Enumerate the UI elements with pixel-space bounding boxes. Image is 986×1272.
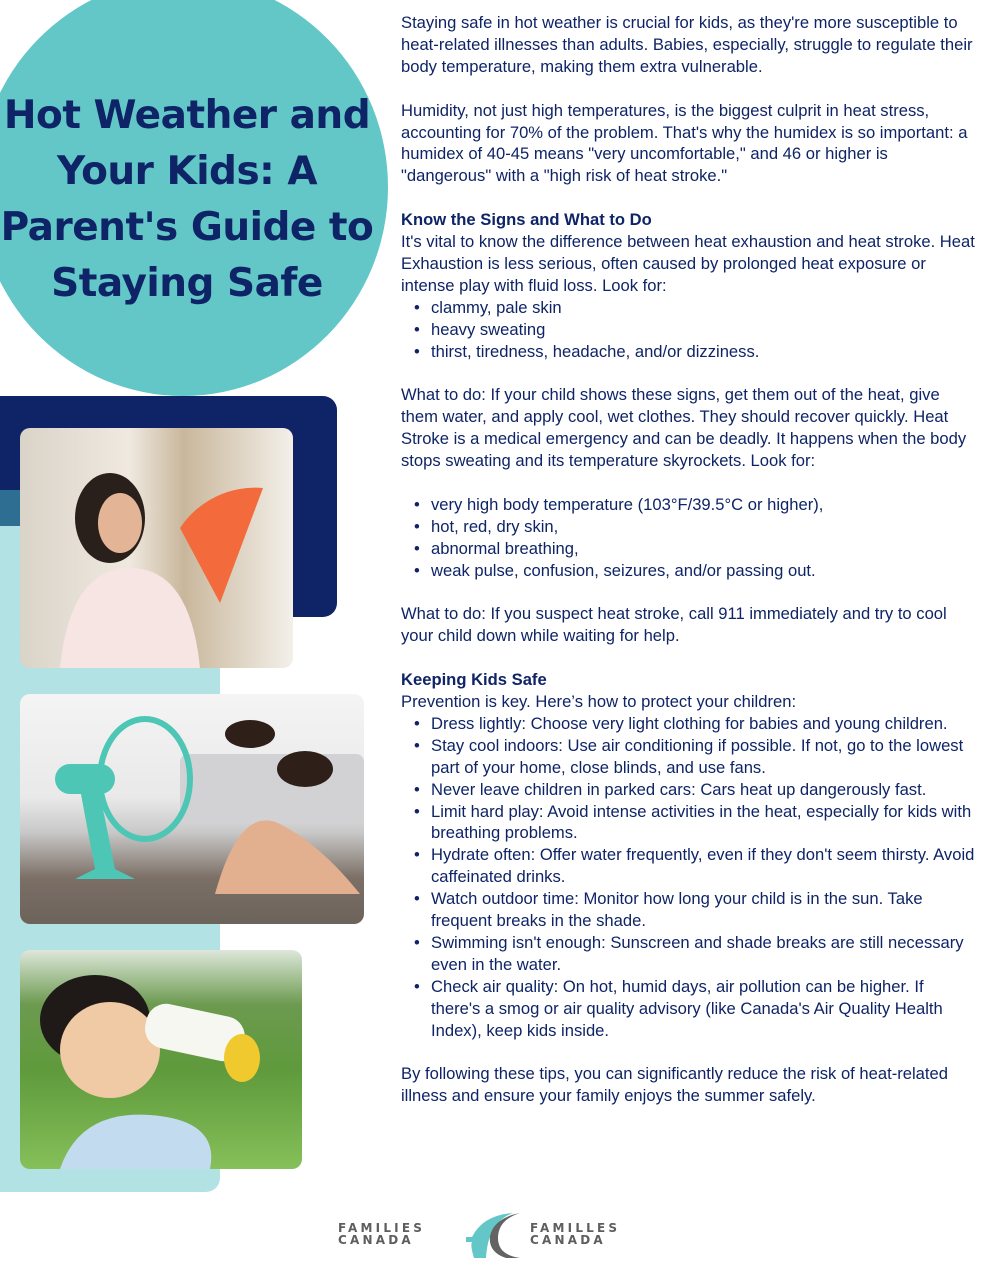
list-item: • heavy sweating xyxy=(401,319,976,341)
families-canada-logo xyxy=(338,1210,650,1260)
tips-list xyxy=(401,713,976,1042)
signs-paragraph: It's vital to know the difference between heat exhaustion and heat stroke. Heat Exhaustion is less serious, often caused by prolonged heat exposure or intense play with fluid loss. Look for: xyxy=(401,232,975,295)
boy-drinking-illustration xyxy=(20,950,302,1169)
humidity-paragraph: Humidity, not just high temperatures, is the biggest culprit in heat stress, accounting for 70% of the problem. That's why the humidex is so important: a humidex of 40-45 means "very uncomfortable," and 46 or higher is "dangerous" with a "high risk of heat stroke." xyxy=(401,100,968,186)
logo-text-fr: CANADA xyxy=(530,1233,606,1247)
photo-woman-with-fan xyxy=(20,428,293,668)
exhaustion-list xyxy=(401,297,976,363)
signs-heading: Know the Signs and What to Do xyxy=(401,210,652,230)
article-body xyxy=(401,12,976,1129)
photo-family-with-fan xyxy=(20,694,364,924)
photo-boy-drinking xyxy=(20,950,302,1169)
stroke-list xyxy=(401,494,976,582)
list-item: • hot, red, dry skin, xyxy=(401,516,976,538)
logo-text-en: CANADA xyxy=(338,1233,414,1247)
exhaustion-todo-paragraph: What to do: If your child shows these signs, get them out of the heat, give them water, and apply cool, wet clothes. They should recover quickly. Heat Stroke is a medical emergency and can be deadly. It happens when the body stops sweating and its temperature skyrockets. Look for: xyxy=(401,385,967,471)
list-item: • Hydrate often: Offer water frequently, even if they don't seem thirsty. Avoid caffeinated drinks. xyxy=(401,844,976,888)
list-item: • clammy, pale skin xyxy=(401,297,976,319)
fan-family-illustration xyxy=(20,694,364,924)
woman-fan-illustration xyxy=(20,428,293,668)
list-item: • weak pulse, confusion, seizures, and/or passing out. xyxy=(401,560,976,582)
list-item: • Never leave children in parked cars: Cars heat up dangerously fast. xyxy=(401,779,976,801)
list-item: • Dress lightly: Choose very light clothing for babies and young children. xyxy=(401,713,976,735)
list-item: • abnormal breathing, xyxy=(401,538,976,560)
stroke-todo-paragraph: What to do: If you suspect heat stroke, call 911 immediately and try to cool your child down while waiting for help. xyxy=(401,604,947,646)
safe-heading: Keeping Kids Safe xyxy=(401,670,547,690)
list-item: • thirst, tiredness, headache, and/or dizziness. xyxy=(401,341,976,363)
closing-paragraph: By following these tips, you can significantly reduce the risk of heat-related illness and ensure your family enjoys the summer safely. xyxy=(401,1064,948,1106)
logo-text-fr: FAMILLES xyxy=(530,1221,621,1235)
list-item: • Stay cool indoors: Use air conditioning if possible. If not, go to the lowest part of your home, close blinds, and use fans. xyxy=(401,735,976,779)
list-item: • Swimming isn't enough: Sunscreen and shade breaks are still necessary even in the water. xyxy=(401,932,976,976)
logo-text-en: FAMILIES xyxy=(338,1221,426,1235)
safe-paragraph: Prevention is key. Here’s how to protect your children: xyxy=(401,692,797,711)
accent-strip xyxy=(0,490,20,526)
list-item: • Watch outdoor time: Monitor how long your child is in the sun. Take frequent breaks in the shade. xyxy=(401,888,976,932)
page-title: Hot Weather and Your Kids: A Parent's Guide to Staying Safe xyxy=(0,93,374,306)
logo-mark-icon xyxy=(458,1210,538,1260)
list-item: • very high body temperature (103°F/39.5°C or higher), xyxy=(401,494,976,516)
list-item: • Check air quality: On hot, humid days, air pollution can be higher. If there's a smog or air quality advisory (like Canada's Air Quality Health Index), keep kids inside. xyxy=(401,976,976,1042)
intro-paragraph: Staying safe in hot weather is crucial for kids, as they're more susceptible to heat-related illnesses than adults. Babies, especially, struggle to regulate their body temperature, making them extra vulnerable. xyxy=(401,13,973,76)
list-item: • Limit hard play: Avoid intense activities in the heat, especially for kids with breathing problems. xyxy=(401,801,976,845)
